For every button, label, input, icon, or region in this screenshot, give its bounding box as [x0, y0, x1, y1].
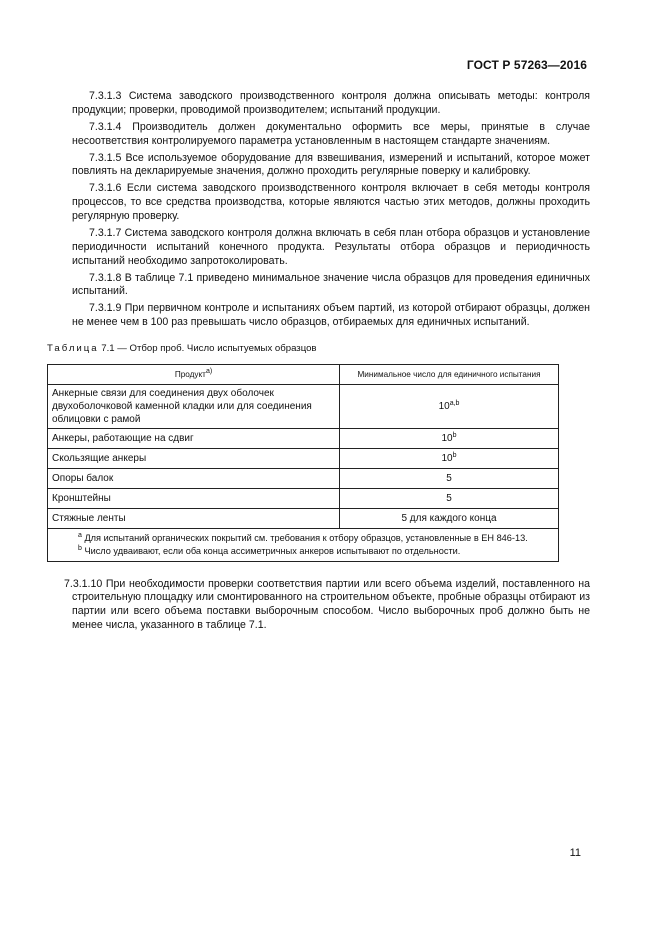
paragraph-7-3-1-8: 7.3.1.8 В таблице 7.1 приведено минимальное значение числа образцов для проведения единичных испытаний. [72, 271, 590, 298]
cell-min-count [340, 428, 559, 448]
table-row [48, 448, 559, 468]
cell-min-count-value: 5 для каждого конца [401, 512, 497, 524]
table-row [48, 468, 559, 488]
table-row [48, 384, 559, 428]
cell-min-count [340, 448, 559, 468]
paragraph-7-3-1-9: 7.3.1.9 При первичном контроле и испытаниях объем партий, из которой отбирают образцы, должен не менее чем в 100 раз превышать число образцов, отбираемых для единичных испытаний. [72, 302, 590, 329]
cell-product: Стяжные ленты [48, 508, 340, 528]
table-header-row [48, 364, 559, 384]
table-row [48, 428, 559, 448]
cell-product: Опоры балок [48, 468, 340, 488]
cell-footnote-mark: b [452, 431, 457, 439]
note-mark: а [78, 531, 82, 539]
table-row [48, 488, 559, 508]
paragraph-7-3-1-3: 7.3.1.3 Система заводского производственного контроля должна описывать методы: контроля продукции; проверки, проводимой производителем; испытаний продукции. [72, 90, 590, 116]
cell-min-count-value: 10 [441, 432, 453, 444]
paragraph-7-3-1-7: 7.3.1.7 Система заводского контроля должна включать в себя план отбора образцов и установление периодичности испытаний конечного продукта. Результаты отбора образцов и периодичность испытаний необходимо запротоколировать. [72, 226, 590, 267]
cell-product: Кронштейны [48, 488, 340, 508]
cell-footnote-mark: b [452, 451, 457, 459]
table-caption [47, 342, 590, 356]
cell-product: Анкеры, работающие на сдвиг [48, 428, 340, 448]
cell-min-count-value: 5 [446, 472, 452, 484]
cell-product: Анкерные связи для соединения двух оболочек двухоболочковой каменной кладки или для соединения облицовки с рамой [48, 384, 340, 428]
cell-product: Скользящие анкеры [48, 448, 340, 468]
document-body [47, 90, 590, 633]
note-mark: b [78, 544, 82, 552]
table-caption-word: Таблица [47, 342, 99, 354]
cell-min-count-value: 10 [441, 452, 453, 464]
column-header-product [48, 364, 340, 384]
cell-min-count [340, 508, 559, 528]
cell-min-count [340, 384, 559, 428]
document-code: ГОСТ Р 57263—2016 [466, 58, 587, 72]
paragraph-7-3-1-4: 7.3.1.4 Производитель должен документально оформить все меры, принятые в случае несоответствия контролируемого параметра установленным в настоящем стандарте значениям. [72, 120, 590, 147]
cell-min-count-value: 10 [438, 400, 450, 412]
column-header-min-count: Минимальное число для единичного испытания [340, 364, 559, 384]
table-row [48, 508, 559, 528]
table-notes [48, 528, 559, 561]
note-text: Число удваивают, если оба конца ассиметричных анкеров испытывают по отдельности. [81, 545, 461, 556]
cell-min-count [340, 468, 559, 488]
samples-table [47, 364, 559, 562]
cell-footnote-mark: a,b [449, 399, 460, 407]
table-caption-text: 7.1 — Отбор проб. Число испытуемых образцов [98, 342, 317, 354]
table-note-b [78, 545, 552, 558]
column-header-product-label: Продукт [174, 369, 206, 379]
paragraph-7-3-1-6: 7.3.1.6 Если система заводского производственного контроля включает в себя методы контроля процессов, то все средства производства, которые являются частью этих методов, должны проходить регулярную проверку. [72, 182, 590, 222]
table-body [48, 384, 559, 528]
column-header-product-footnote: а) [205, 367, 213, 375]
cell-min-count [340, 488, 559, 508]
page-number: 11 [569, 847, 581, 859]
note-text: Для испытаний органических покрытий см. требования к отбору образцов, установленные в ЕН 846-13. [81, 532, 528, 543]
paragraph-7-3-1-10-wrap [64, 577, 590, 633]
paragraph-7-3-1-5: 7.3.1.5 Все используемое оборудование для взвешивания, измерений и испытаний, которое может повлиять на декларируемые значения, должно проходить регулярные поверку и калибровку. [72, 151, 590, 178]
paragraph-7-3-1-10: 7.3.1.10 При необходимости проверки соответствия партии или всего объема изделий, поставленного на строительную площадку или смонтированного на строительном объекте, пробные образцы отбирают из партии или всего объема поставки выборочным способом. Число выборочных проб должно быть не менее числа, указанного в таблице 7.1. [64, 577, 590, 632]
table-note-a [78, 532, 552, 545]
table-notes-row [48, 528, 559, 561]
cell-min-count-value: 5 [446, 492, 452, 504]
